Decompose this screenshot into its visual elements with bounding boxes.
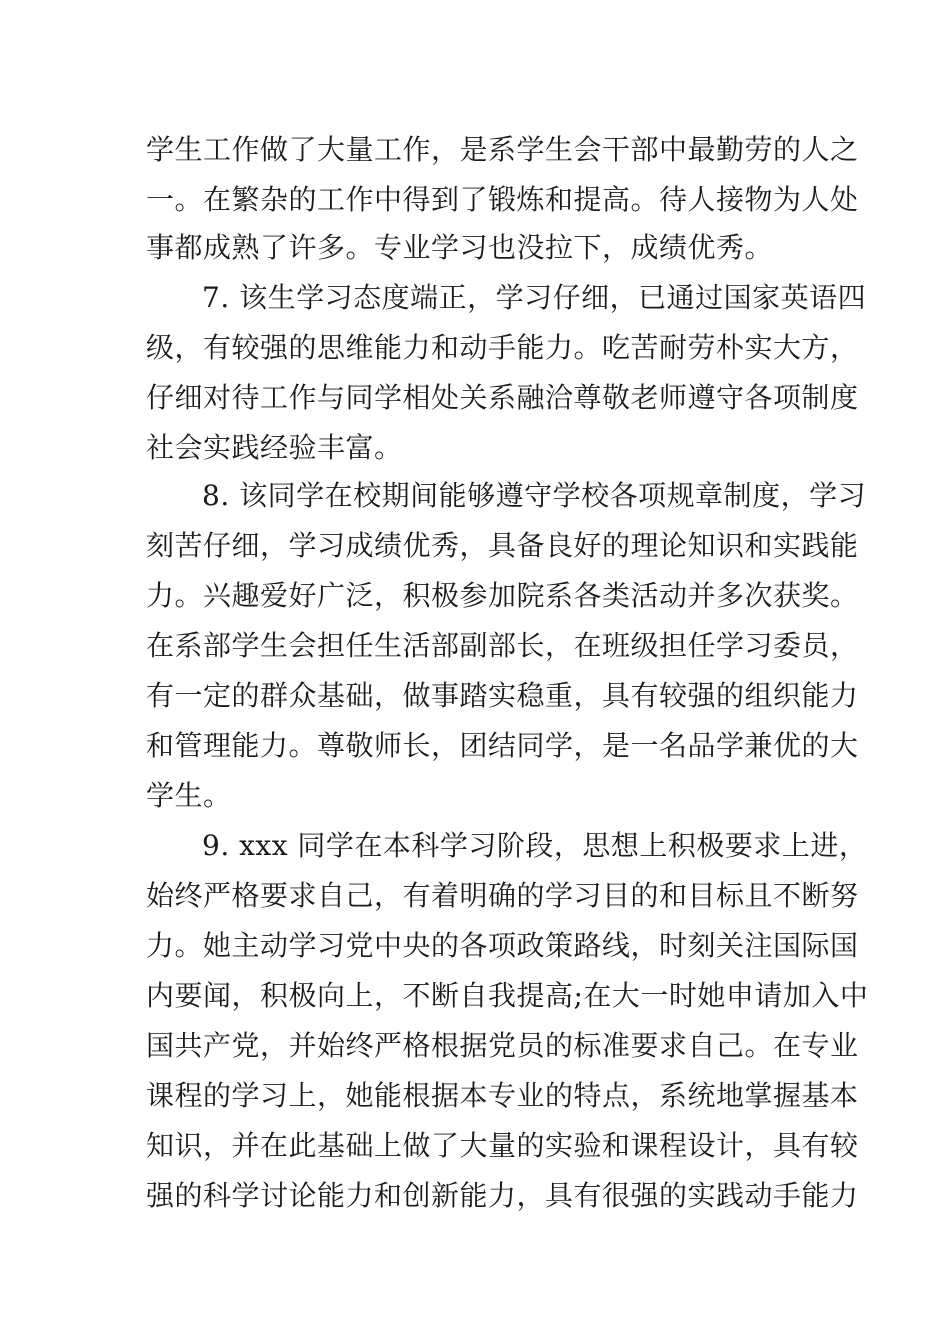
text-line: 刻苦仔细，学习成绩优秀，具备良好的理论知识和实践能: [146, 529, 859, 562]
text-line: 学生工作做了大量工作，是系学生会干部中最勤劳的人之: [146, 133, 859, 166]
text-line: 一。在繁杂的工作中得到了锻炼和提高。待人接物为人处: [146, 183, 859, 216]
text-line: 始终严格要求自己，有着明确的学习目的和目标且不断努: [146, 879, 859, 912]
list-item-9-first-line: 9. xxx 同学在本科学习阶段，思想上积极要求上进，: [202, 829, 868, 862]
list-item-8-first-line: 8. 该同学在校期间能够遵守学校各项规章制度，学习: [202, 479, 867, 512]
text-line: 事都成熟了许多。专业学习也没拉下，成绩优秀。: [146, 231, 774, 264]
text-line: 内要闻，积极向上，不断自我提高;在大一时她申请加入中: [146, 979, 869, 1012]
text-line: 学生。: [146, 779, 232, 812]
text-line: 课程的学习上，她能根据本专业的特点，系统地掌握基本: [146, 1079, 859, 1112]
text-line: 社会实践经验丰富。: [146, 431, 403, 464]
text-line: 级，有较强的思维能力和动手能力。吃苦耐劳朴实大方，: [146, 331, 859, 364]
text-line: 力。她主动学习党中央的各项政策路线，时刻关注国际国: [146, 929, 859, 962]
text-line: 和管理能力。尊敬师长，团结同学，是一名品学兼优的大: [146, 729, 859, 762]
text-line: 在系部学生会担任生活部副部长，在班级担任学习委员，: [146, 629, 859, 662]
text-line: 知识，并在此基础上做了大量的实验和课程设计，具有较: [146, 1129, 859, 1162]
text-line: 力。兴趣爱好广泛，积极参加院系各类活动并多次获奖。: [146, 579, 859, 612]
list-item-7-first-line: 7. 该生学习态度端正，学习仔细，已通过国家英语四: [202, 281, 867, 314]
text-line: 国共产党，并始终严格根据党员的标准要求自己。在专业: [146, 1029, 859, 1062]
text-line: 仔细对待工作与同学相处关系融洽尊敬老师遵守各项制度: [146, 381, 859, 414]
text-line: 有一定的群众基础，做事踏实稳重，具有较强的组织能力: [146, 679, 859, 712]
text-line: 强的科学讨论能力和创新能力，具有很强的实践动手能力: [146, 1179, 859, 1212]
